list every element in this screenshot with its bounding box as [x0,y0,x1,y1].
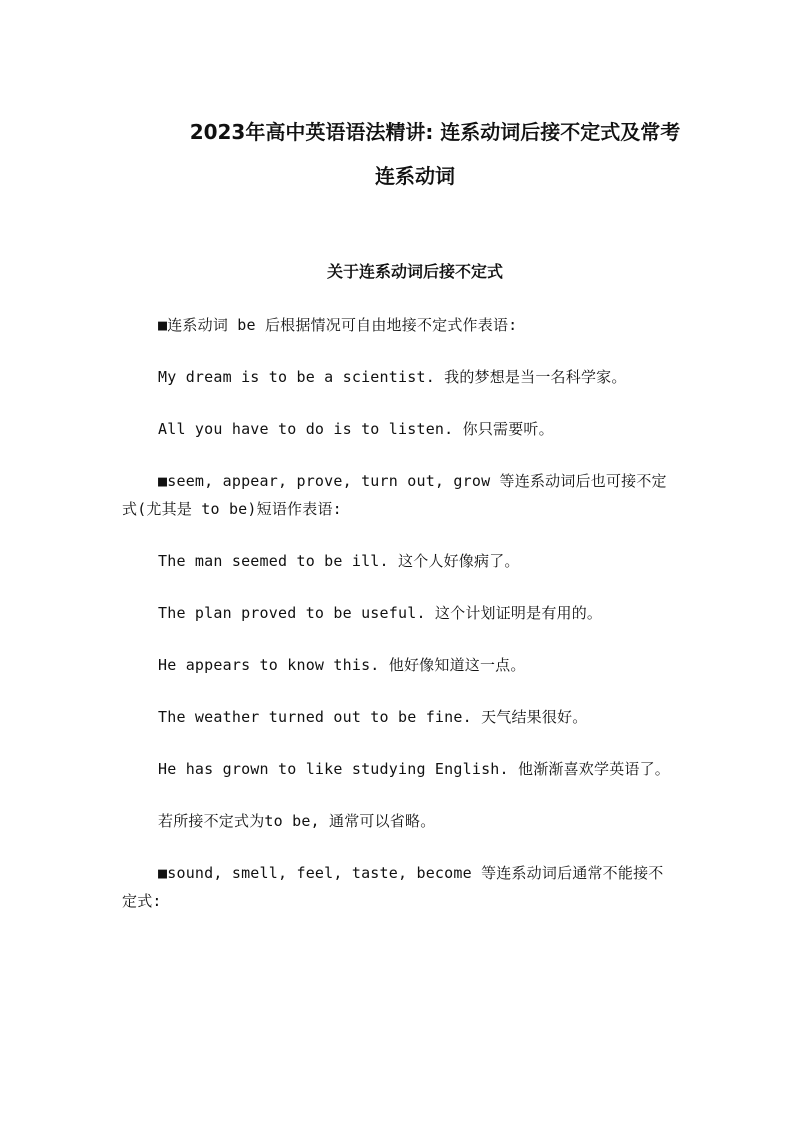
paragraph-rule-sound: ■sound, smell, feel, taste, become 等连系动词后通常不能接不定式: [122,864,664,910]
section-heading: 关于连系动词后接不定式 [326,262,503,281]
paragraph-rule-be: ■连系动词 be 后根据情况可自由地接不定式作表语: [158,316,518,334]
title-line-2: 连系动词 [375,164,455,188]
title-line-1: 2023年高中英语语法精讲: 连系动词后接不定式及常考 [189,120,681,144]
example-sentence: He appears to know this. 他好像知道这一点。 [158,656,526,674]
example-sentence: The man seemed to be ill. 这个人好像病了。 [158,552,520,570]
paragraph-note-omit: 若所接不定式为to be, 通常可以省略。 [158,812,436,830]
document-title [120,110,710,198]
example-sentence: The weather turned out to be fine. 天气结果很好。 [158,708,588,726]
paragraph-rule-seem: ■seem, appear, prove, turn out, grow 等连系动词后也可接不定式(尤其是 to be)短语作表语: [122,472,667,518]
example-sentence: All you have to do is to listen. 你只需要听。 [158,420,554,438]
example-sentence: My dream is to be a scientist. 我的梦想是当一名科学家。 [158,368,627,386]
document-body [122,311,677,939]
example-sentence: The plan proved to be useful. 这个计划证明是有用的。 [158,604,603,622]
example-sentence: He has grown to like studying English. 他渐渐喜欢学英语了。 [158,760,671,778]
